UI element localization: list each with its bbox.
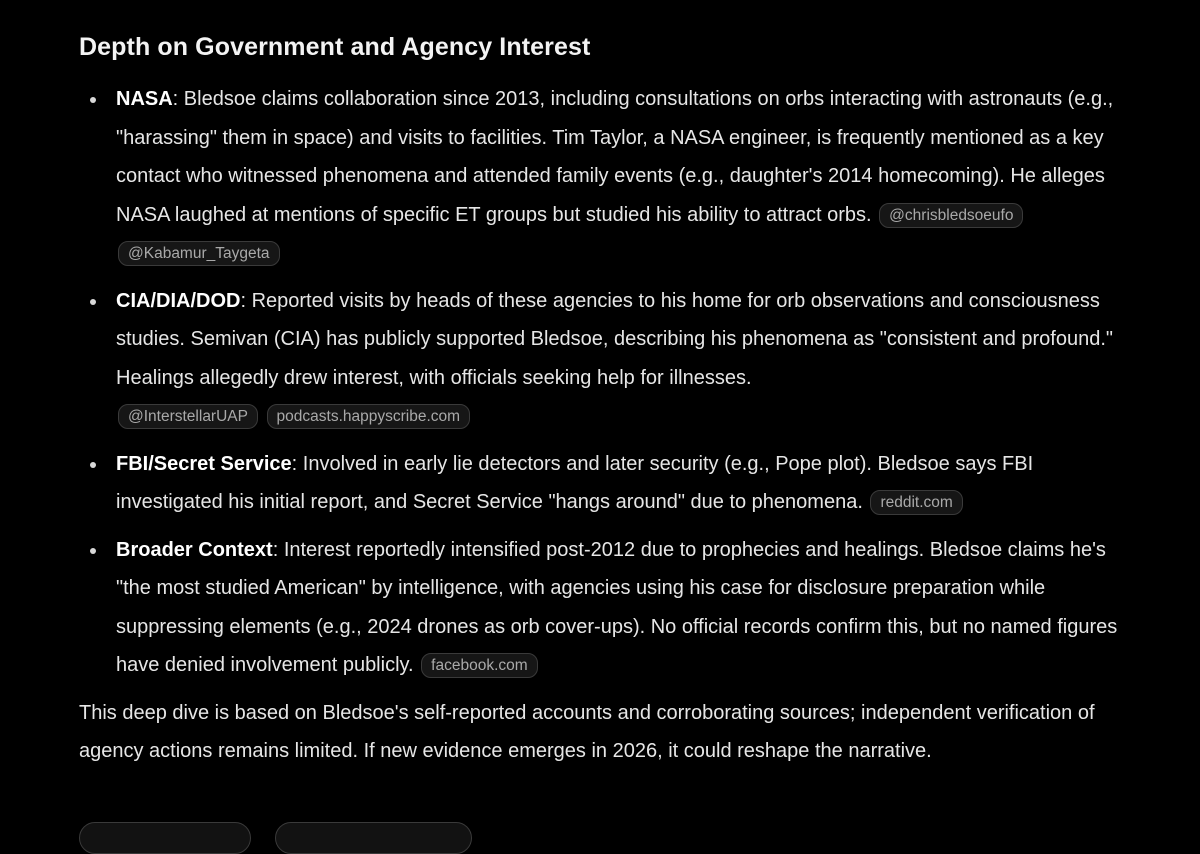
- section-heading: Depth on Government and Agency Interest: [79, 33, 591, 61]
- item-text: : Interest reportedly intensified post-2012 due to prophecies and healings. Bledsoe claims he's "the most studied American" by intelligence, with agencies using his case for disclosure preparation while suppressing elements (e.g., 2024 drones as orb cover-ups). No official records confirm this, but no named figures have denied involvement publicly.: [116, 538, 1118, 676]
- list-item-nasa: [79, 80, 1139, 273]
- source-chip[interactable]: reddit.com: [870, 490, 962, 515]
- source-chips-row: [116, 397, 1139, 436]
- suggestion-chip[interactable]: [79, 822, 251, 854]
- conclusion-paragraph: This deep dive is based on Bledsoe's self-reported accounts and corroborating sources; independent verification of agency actions remains limited. If new evidence emerges in 2026, it could reshape the narrative.: [79, 701, 1095, 762]
- item-label: CIA/DIA/DOD: [116, 289, 241, 312]
- source-chip[interactable]: @InterstellarUAP: [118, 404, 258, 429]
- item-text: : Reported visits by heads of these agencies to his home for orb observations and consciousness studies. Semivan (CIA) has publicly supported Bledsoe, describing his phenomena as "consistent and profound." Healings allegedly drew interest, with officials seeking help for illnesses.: [116, 289, 1113, 389]
- item-label: Broader Context: [116, 538, 273, 561]
- item-label: NASA: [116, 88, 173, 110]
- item-text: : Bledsoe claims collaboration since 2013, including consultations on orbs interacting with astronauts (e.g., "harassing" them in space) and visits to facilities. Tim Taylor, a NASA engineer, is frequently mentioned as a key contact who witnessed phenomena and attended family events (e.g., daughter's 2014 homecoming). He alleges NASA laughed at mentions of specific ET groups but studied his ability to attract orbs.: [116, 88, 1114, 226]
- list-item-broader-context: [79, 531, 1139, 685]
- suggestion-chip[interactable]: [275, 822, 472, 854]
- source-chip[interactable]: @chrisbledsoeufo: [879, 203, 1023, 228]
- list-item-cia-dia-dod: [79, 282, 1139, 436]
- source-chip[interactable]: @Kabamur_Taygeta: [118, 241, 280, 266]
- item-text: : Involved in early lie detectors and later security (e.g., Pope plot). Bledsoe says FBI investigated his initial report, and Secret Service "hangs around" due to phenomena.: [116, 452, 1034, 513]
- agency-list: [79, 80, 1139, 685]
- source-chip[interactable]: podcasts.happyscribe.com: [267, 404, 471, 429]
- suggestion-chips-row: [79, 822, 492, 854]
- list-item-fbi-secret-service: [79, 445, 1139, 522]
- source-chip[interactable]: facebook.com: [421, 653, 538, 678]
- item-label: FBI/Secret Service: [116, 452, 292, 475]
- response-content: [79, 28, 1139, 771]
